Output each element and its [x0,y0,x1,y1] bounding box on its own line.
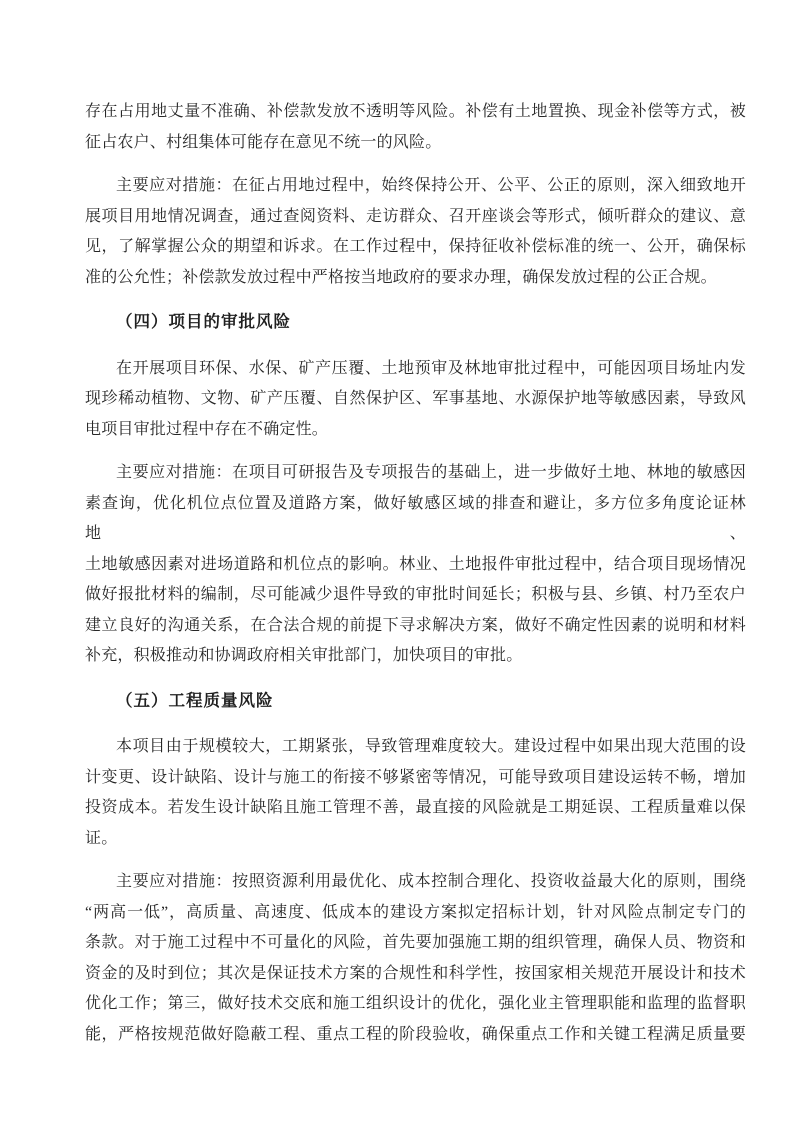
text-line: 条款。对于施工过程中不可量化的风险，首先要加强施工期的组织管理，确保人员、物资和 [85,934,746,951]
paragraph [85,458,746,672]
text-line: 证。 [85,829,118,847]
text-line: 存在占用地丈量不准确、补偿款发放不透明等风险。补偿有土地置换、现金补偿等方式，被 [85,103,746,120]
text-line: 主要应对措施：在征占用地过程中，始终保持公开、公平、公正的原则，深入细致地开 [116,177,746,194]
text-line: 准的公允性；补偿款发放过程中严格按当地政府的要求办理，确保发放过程的公正合规。 [85,268,717,286]
paragraph [85,354,746,446]
text-line: 资金的及时到位；其次是保证技术方案的合规性和科学性，按国家相关规范开展设计和技术 [85,964,746,982]
section-heading: （五）工程质量风险 [116,690,274,710]
document-body [85,97,746,1050]
text-line: 做好报批材料的编制，尽可能减少退件导致的审批时间延长；积极与县、乡镇、村乃至农户 [85,586,746,603]
text-line: 能，严格按规范做好隐蔽工程、重点工程的阶段验收，确保重点工作和关键工程满足质量要 [85,1025,746,1043]
text-line: 土地敏感因素对进场道路和机位点的影响。林业、土地报件审批过程中，结合项目现场情况 [85,555,746,573]
text-line: 现珍稀动植物、文物、矿产压覆、自然保护区、军事基地、水源保护地等敏感因素，导致风 [85,390,746,407]
text-line: 征占农户、村组集体可能存在意见不统一的风险。 [85,133,442,151]
text-line: 投资成本。若发生设计缺陷且施工管理不善，最直接的风险就是工期延误、工程质量难以保 [85,799,746,816]
text-line: 主要应对措施：按照资源利用最优化、成本控制合理化、投资收益最大化的原则，围绕 [116,873,746,890]
text-line: 见，了解掌握公众的期望和诉求。在工作过程中，保持征收补偿标准的统一、公开，确保标 [85,238,746,255]
text-line: 优化工作；第三，做好技术交底和施工组织设计的优化，强化业主管理职能和监理的监督职 [85,995,746,1012]
text-line: “两高一低”，高质量、高速度、低成本的建设方案拟定招标计划，针对风险点制定专门的 [85,903,746,921]
text-line: 补充，积极推动和协调政府相关审批部门，加快项目的审批。 [85,647,523,664]
text-line: 在开展项目环保、水保、矿产压覆、土地预审及林地审批过程中，可能因项目场址内发 [116,359,746,377]
text-line: 计变更、设计缺陷、设计与施工的衔接不够紧密等情况，可能导致项目建设运转不畅，增加 [85,768,746,786]
text-line: 展项目用地情况调查，通过查阅资料、走访群众、召开座谈会等形式，倾听群众的建议、意 [85,207,746,225]
paragraph [85,867,746,1050]
text-line: 主要应对措施：在项目可研报告及专项报告的基础上，进一步做好土地、林地的敏感因 [116,464,746,481]
paragraph [85,732,746,854]
section-heading: （四）项目的审批风险 [116,312,291,331]
paragraph [85,171,746,293]
paragraph [85,97,746,158]
text-line: 电项目审批过程中存在不确定性。 [85,420,329,438]
text-line: 建立良好的沟通关系，在合法合规的前提下寻求解决方案，做好不确定性因素的说明和材料 [85,616,746,634]
text-line: 本项目由于规模较大，工期紧张，导致管理难度较大。建设过程中如果出现大范围的设 [116,738,746,755]
text-line: 素查询，优化机位点位置及道路方案，做好敏感区域的排查和避让，多方位多角度论证林地、 [85,494,746,542]
